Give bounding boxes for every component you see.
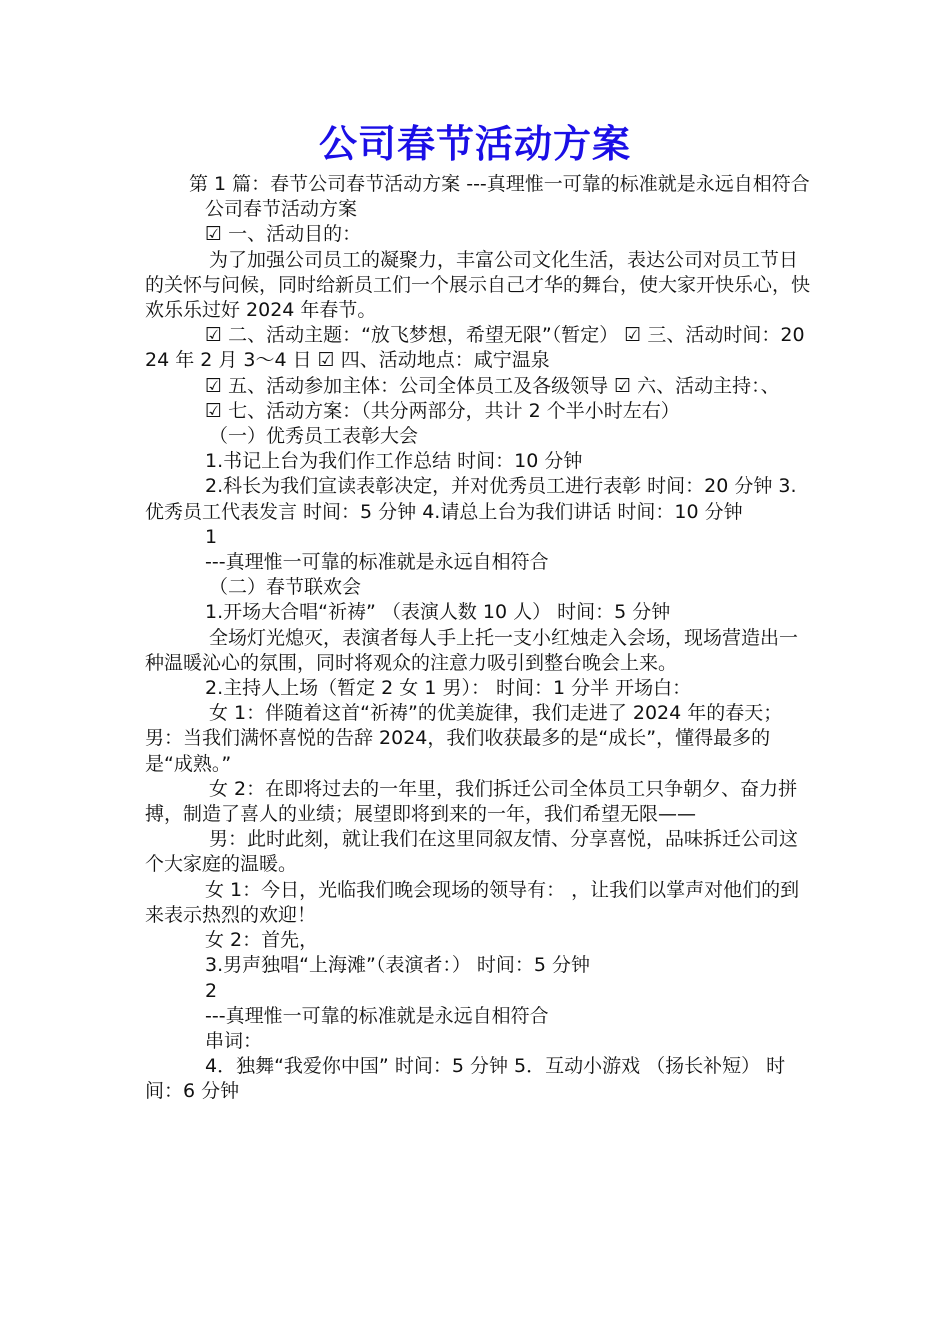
paragraph-female1-male: 女 1：伴随着这首“祈祷”的优美旋律，我们走进了 2024 年的春天； 男：当我们满怀喜悦的告辞 2024，我们收获最多的是“成长”，懂得最多的是“成熟。”: [145, 702, 783, 775]
paragraph-plan-heading: ☑ 七、活动方案：（共分两部分，共计 2 个半小时左右）: [205, 399, 680, 422]
paragraph-participants-host: ☑ 五、活动参加主体：公司全体员工及各级领导 ☑ 六、活动主持：、: [205, 374, 780, 397]
page-number: 2: [205, 979, 218, 1002]
document-body: [145, 172, 810, 1105]
paragraph-female2-first: 女 2：首先，: [205, 929, 319, 952]
paragraph-quote: ---真理惟一可靠的标准就是永远自相符合: [205, 1004, 549, 1027]
paragraph-purpose-text: 为了加强公司员工的凝聚力，丰富公司文化生活，表达公司对员工节日的关怀与问候，同时给新员工们一个展示自己才华的舞台，使大家开快乐心，快欢乐乐过好 2024 年春节。: [145, 248, 811, 322]
paragraph-chorus-description: 全场灯光熄灭，表演者每人手上托一支小红烛走入会场，现场营造出一种温暖沁心的氛围，同时将观众的注意力吸引到整台晚会上来。: [145, 626, 799, 674]
paragraph-item-2-4: 2.科长为我们宣读表彰决定，并对优秀员工进行表彰 时间：20 分钟 3.优秀员工代表发言 时间：5 分钟 4.请总上台为我们讲话 时间：10 分钟: [145, 475, 797, 523]
paragraph-item-1: 1.书记上台为我们作工作总结 时间：10 分钟: [205, 450, 583, 473]
paragraph-hosts: 2.主持人上场（暂定 2 女 1 男）： 时间：1 分半 开场白：: [205, 677, 692, 700]
paragraph-solo: 3.男声独唱“上海滩”（表演者：） 时间：5 分钟: [205, 954, 590, 977]
page-number: 1: [205, 525, 218, 548]
paragraph-transition-words: 串词：: [205, 1029, 263, 1052]
paragraph-purpose-heading: ☑ 一、活动目的：: [205, 223, 362, 246]
paragraph-female2: 女 2：在即将过去的一年里，我们拆迁公司全体员工只争朝夕、奋力拼搏，制造了喜人的业绩；展望即将到来的一年，我们希望无限——: [145, 777, 798, 826]
paragraph-male: 男：此时此刻，就让我们在这里同叙友情、分享喜悦，品味拆迁公司这个大家庭的温暖。: [145, 828, 799, 876]
paragraph-female1-leaders: 女 1：今日，光临我们晚会现场的领导有： ，让我们以掌声对他们的到来表示热烈的欢迎！: [145, 878, 800, 926]
paragraph-subtitle: 公司春节活动方案: [205, 198, 358, 221]
paragraph-intro: 第 1 篇：春节公司春节活动方案 ---真理惟一可靠的标准就是永远自相符合: [189, 173, 810, 195]
paragraph-opening-chorus: 1.开场大合唱“祈祷” （表演人数 10 人） 时间：5 分钟: [205, 601, 671, 624]
paragraph-theme-time-place: ☑ 二、活动主题：“放飞梦想，希望无限”（暂定） ☑ 三、活动时间：2024 年 2 月 3～4 日 ☑ 四、活动地点：咸宁温泉: [145, 324, 805, 372]
paragraph-section-one: （一）优秀员工表彰大会: [209, 425, 419, 448]
paragraph-dance-game: 4．独舞“我爱你中国” 时间：5 分钟 5．互动小游戏 （扬长补短） 时间：6 分钟: [145, 1055, 786, 1103]
paragraph-quote: ---真理惟一可靠的标准就是永远自相符合: [205, 551, 549, 574]
document-title: 公司春节活动方案: [318, 122, 631, 166]
paragraph-section-two: （二）春节联欢会: [209, 576, 362, 599]
